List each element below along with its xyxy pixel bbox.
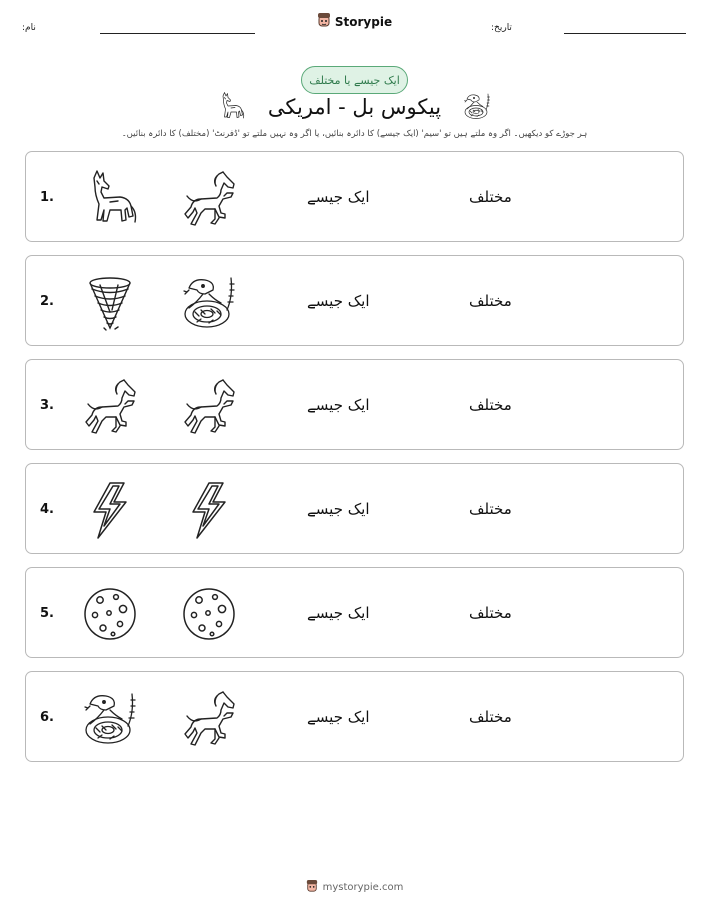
same-option[interactable]: ایک جیسے <box>307 500 370 518</box>
rattlesnake-icon <box>179 272 239 332</box>
exercise-row <box>25 255 684 346</box>
storypie-logo <box>0 12 709 32</box>
logo-text: Storypie <box>334 15 393 29</box>
moon-icon <box>179 584 239 644</box>
different-option[interactable]: مختلف <box>469 292 512 310</box>
row-number: 2. <box>40 294 54 309</box>
horse-icon <box>179 688 239 748</box>
row-number: 5. <box>40 606 54 621</box>
same-option[interactable]: ایک جیسے <box>307 708 370 726</box>
row-number: 3. <box>40 398 54 413</box>
exercise-row <box>25 671 684 762</box>
same-or-different-badge: ایک جیسے یا مختلف <box>301 66 408 94</box>
name-label: نام: <box>22 23 36 33</box>
storypie-footer-mascot-icon <box>306 879 318 896</box>
footer <box>0 879 709 896</box>
moon-icon <box>80 584 140 644</box>
page-title: پیکوس بل - امریکی <box>267 95 442 119</box>
different-option[interactable]: مختلف <box>469 708 512 726</box>
instructions: ہر جوڑے کو دیکھیں۔ اگر وہ ملتے ہیں تو 'سیم' (ایک جیسے) کا دائرہ بنائیں، یا اگر وہ نہیں ملتے تو 'ڈفرنٹ' (مختلف) کا دائرہ بنائیں۔ <box>121 129 588 139</box>
lightning-icon <box>179 480 239 540</box>
different-option[interactable]: مختلف <box>469 396 512 414</box>
row-number: 1. <box>40 190 54 205</box>
same-option[interactable]: ایک جیسے <box>307 292 370 310</box>
tornado-icon <box>80 272 140 332</box>
coyote-icon <box>80 168 140 228</box>
title-rattlesnake-icon <box>461 91 493 121</box>
exercise-row <box>25 567 684 658</box>
same-option[interactable]: ایک جیسے <box>307 604 370 622</box>
name-line[interactable] <box>100 33 255 34</box>
exercise-row <box>25 463 684 554</box>
same-option[interactable]: ایک جیسے <box>307 396 370 414</box>
horse-icon <box>80 376 140 436</box>
same-option[interactable]: ایک جیسے <box>307 188 370 206</box>
rattlesnake-icon <box>80 688 140 748</box>
lightning-icon <box>80 480 140 540</box>
date-label: تاریخ: <box>491 23 512 33</box>
horse-icon <box>179 376 239 436</box>
different-option[interactable]: مختلف <box>469 604 512 622</box>
date-line[interactable] <box>564 33 686 34</box>
different-option[interactable]: مختلف <box>469 500 512 518</box>
row-number: 4. <box>40 502 54 517</box>
row-number: 6. <box>40 710 54 725</box>
exercise-row <box>25 151 684 242</box>
different-option[interactable]: مختلف <box>469 188 512 206</box>
storypie-mascot-icon <box>317 12 331 32</box>
horse-icon <box>179 168 239 228</box>
footer-website[interactable]: mystorypie.com <box>322 882 404 893</box>
exercise-row <box>25 359 684 450</box>
